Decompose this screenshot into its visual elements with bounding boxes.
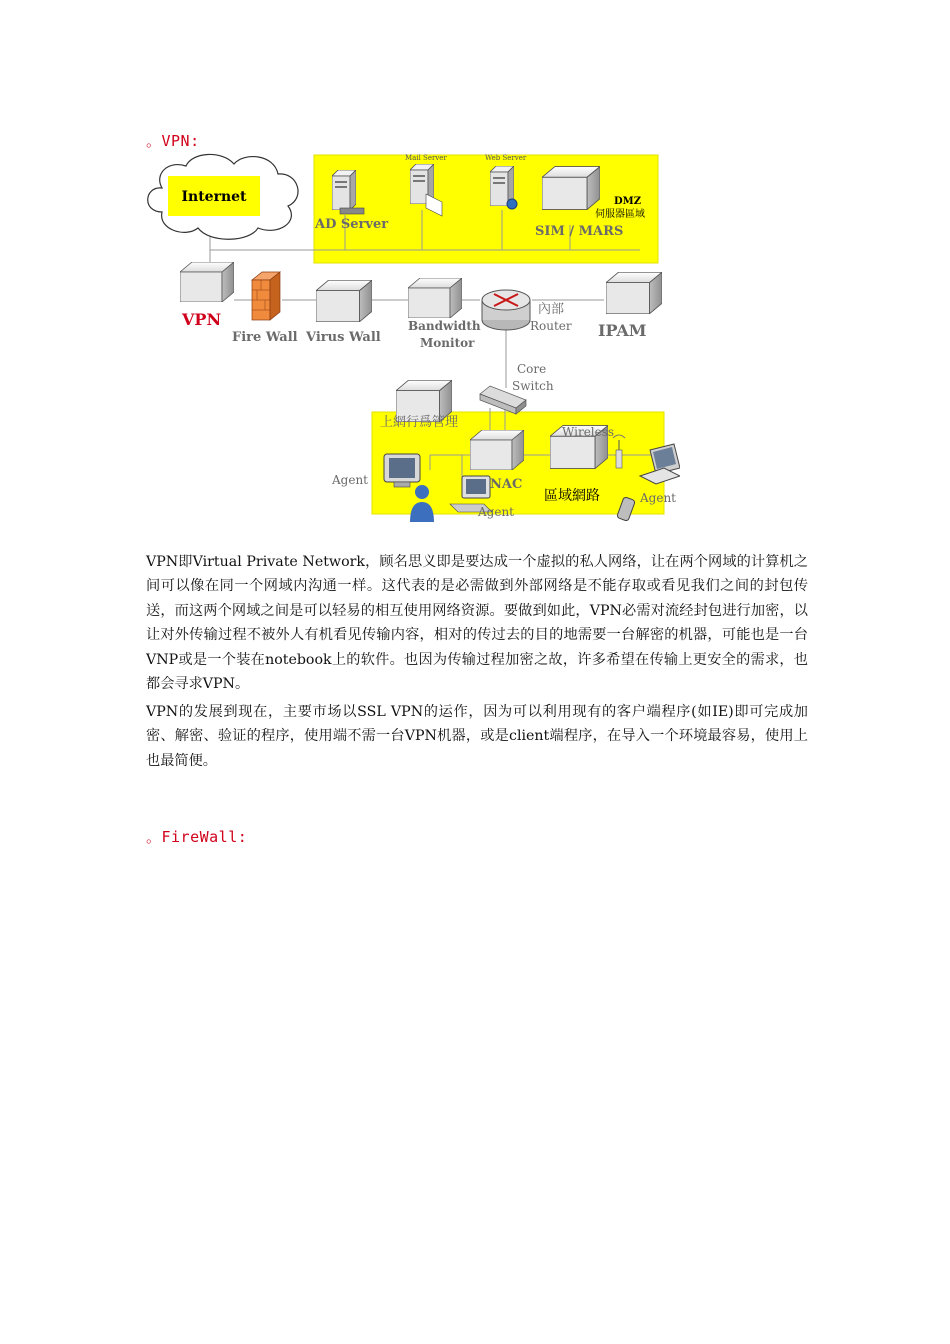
section-heading-firewall: 。FireWall: <box>146 828 248 846</box>
diagram-label-ipam: IPAM <box>598 321 647 340</box>
diagram-label-behavior: 上網行爲管理 <box>380 415 459 430</box>
diagram-label-area-net: 區域網路 <box>544 488 600 504</box>
diagram-label-agent1: Agent <box>332 473 368 487</box>
ad-server-icon <box>332 170 356 210</box>
diagram-label-router-cn: 內部 <box>538 302 565 317</box>
diagram-label-router: Router <box>530 319 572 333</box>
diagram-label-monitor: Monitor <box>420 336 475 350</box>
diagram-label-dmz-sub: 伺服器區域 <box>595 209 645 220</box>
diagram-label-dmz: DMZ <box>614 196 642 207</box>
diagram-label-switch: Switch <box>512 379 554 393</box>
diagram-label-internet: Internet <box>181 189 247 205</box>
sim-mars-icon <box>542 167 600 210</box>
diagram-label-web-server: Web Server <box>485 154 527 162</box>
section-heading-vpn: 。VPN: <box>146 132 200 150</box>
diagram-label-mail-server: Mail Server <box>405 154 447 162</box>
vpn-device-icon <box>180 262 234 302</box>
bandwidth-monitor-icon <box>408 278 462 318</box>
diagram-label-virus-wall: Virus Wall <box>306 330 381 345</box>
diagram-label-agent2: Agent <box>478 505 514 519</box>
virus-wall-icon <box>316 280 372 321</box>
diagram-label-core: Core <box>517 362 547 376</box>
firewall-icon <box>252 272 280 320</box>
diagram-label-bandwidth: Bandwidth <box>408 319 481 333</box>
diagram-label-agent3: Agent <box>640 491 676 505</box>
router-icon <box>482 290 530 330</box>
diagram-label-nac: NAC <box>490 477 523 492</box>
diagram-label-ad-server: AD Server <box>315 217 389 232</box>
paragraph-ssl-vpn: VPN的发展到现在，主要市场以SSL VPN的运作，因为可以利用现有的客户端程序(如IE)即可完成加密、解密、验证的程序，使用端不需一台VPN机器，或是client端程序，在导入一个环境最容易，使用上也最简便。 <box>146 704 808 769</box>
paragraph-vpn-intro: VPN即Virtual Private Network，顾名思义即是要达成一个虚拟的私人网络，让在两个网域的计算机之间可以像在同一个网域内沟通一样。这代表的是必需做到外部网络是不能存取或看见我们之间的封包传送，而这两个网域之间是可以轻易的相互使用网络资源。要做到如此，VPN必需对流经封包进行加密，以让对外传输过程不被外人有机看见传输内容，相对的传过去的目的地需要一台解密的机器，可能也是一台VNP或是一个装在notebook上的软件。也因为传输过程加密之故，许多希望在传输上更安全的需求，也都会寻求VPN。 <box>146 554 808 693</box>
nac-icon <box>470 430 524 470</box>
network-diagram <box>140 150 680 530</box>
desktop-monitor-icon <box>384 454 420 487</box>
diagram-label-wireless: Wireless <box>562 425 615 439</box>
diagram-label-fire-wall: Fire Wall <box>232 330 298 345</box>
internet-cloud <box>148 154 298 239</box>
diagram-label-vpn: VPN <box>182 310 222 329</box>
diagram-label-sim-mars: SIM / MARS <box>535 224 624 239</box>
ipam-icon <box>606 272 662 313</box>
